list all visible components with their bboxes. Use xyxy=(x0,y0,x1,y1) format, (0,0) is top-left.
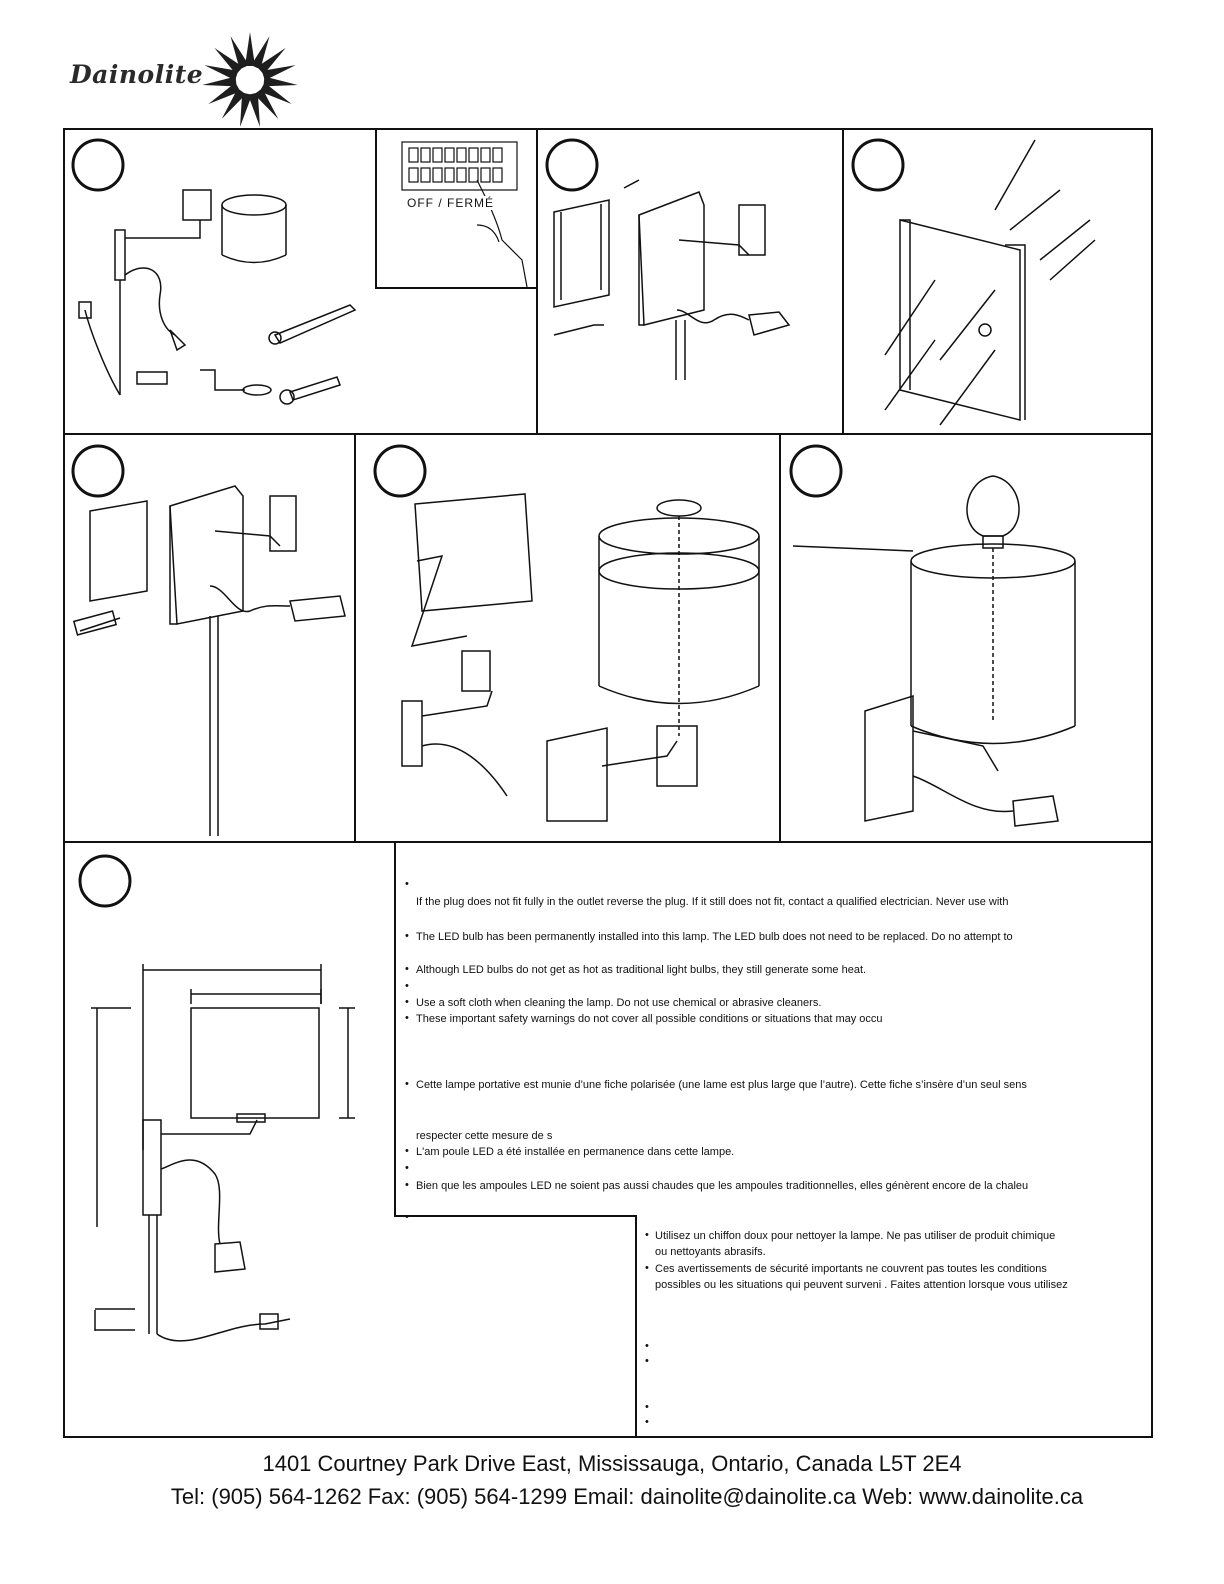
step-4-attach-panel xyxy=(65,436,353,840)
off-label: OFF / FERMÉ xyxy=(407,196,494,210)
bullet-en-2: • xyxy=(405,963,409,975)
bullet-fr-1: • xyxy=(405,1145,409,1157)
warning-en-heat: Although LED bulbs do not get as hot as traditional light bulbs, they still generate some heat. xyxy=(416,964,867,976)
bullet-en-0: • xyxy=(405,878,409,890)
bullet-fr-2: • xyxy=(405,1162,409,1174)
bulb-install-illustration xyxy=(783,436,1151,840)
bullet-fr-7: • xyxy=(645,1340,649,1352)
footer-address: 1401 Courtney Park Drive East, Mississauga, Ontario, Canada L5T 2E4 xyxy=(262,1451,962,1476)
warning-fr-cleaning-cont: ou nettoyants abrasifs. xyxy=(655,1246,766,1258)
bullet-fr-6: • xyxy=(645,1262,649,1274)
warning-en-conditions: These important safety warnings do not cover all possible conditions or situations that may occu xyxy=(416,1013,883,1025)
warning-fr-plug-cont: respecter cette mesure de s xyxy=(416,1130,553,1142)
footer-contact: Tel: (905) 564-1262 Fax: (905) 564-1299 Email: dainolite@dainolite.ca Web: www.dainolite.ca xyxy=(170,1484,1084,1509)
bullet-fr-10: • xyxy=(645,1416,649,1428)
parts-illustration xyxy=(65,130,375,432)
step-7-dimensions-panel xyxy=(65,844,393,1436)
warning-fr-plug: Cette lampe portative est munie d’une fiche polarisée (une lame est plus large que l’autre). Cette fiche s’insère d’un seul sens xyxy=(416,1079,1027,1091)
bullet-fr-8: • xyxy=(645,1355,649,1367)
warning-fr-led: L'am poule LED a été installée en permanence dans cette lampe. xyxy=(416,1146,735,1158)
bullet-fr-5: • xyxy=(645,1229,649,1241)
dimension-diagram xyxy=(65,844,393,1436)
bullet-fr-4: • xyxy=(405,1211,409,1223)
brand-name: Dainolite xyxy=(70,60,204,89)
warning-en-plug: If the plug does not fit fully in the outlet reverse the plug. If it still does not fit, contact a qualified electrician. Never use with xyxy=(416,896,1009,908)
bullet-fr-0: • xyxy=(405,1078,409,1090)
bullet-en-4: • xyxy=(405,996,409,1008)
bullet-fr-3: • xyxy=(405,1179,409,1191)
bullet-fr-9: • xyxy=(645,1401,649,1413)
step-5-shade-panel xyxy=(357,436,779,840)
warning-fr-conditions-cont: possibles ou les situations qui peuvent surveni . Faites attention lorsque vous utilisez xyxy=(655,1279,1068,1291)
starburst-icon xyxy=(198,30,298,130)
warning-fr-cleaning: Utilisez un chiffon doux pour nettoyer la lampe. Ne pas utiliser de produit chimique xyxy=(655,1230,1056,1242)
anchor-illustration xyxy=(845,130,1151,432)
attach-fixture-illustration xyxy=(65,436,353,840)
shade-install-illustration xyxy=(357,436,779,840)
brand-logo xyxy=(70,30,300,130)
warning-en-led: The LED bulb has been permanently installed into this lamp. The LED bulb does not need to be replaced. Do no attempt to xyxy=(416,931,1013,943)
mounting-plate-illustration xyxy=(539,130,841,432)
warning-en-cleaning: Use a soft cloth when cleaning the lamp. Do not use chemical or abrasive cleaners. xyxy=(416,997,822,1009)
step-3-anchor-panel xyxy=(845,130,1151,432)
bullet-en-1: • xyxy=(405,930,409,942)
power-off-panel xyxy=(377,130,536,287)
bullet-en-3: • xyxy=(405,980,409,992)
step-1-parts-panel xyxy=(65,130,375,432)
bullet-en-5: • xyxy=(405,1012,409,1024)
warning-fr-heat: Bien que les ampoules LED ne soient pas aussi chaudes que les ampoules traditionnelles, elles génèrent encore de la chaleu xyxy=(416,1180,1029,1192)
step-2-mounting-panel xyxy=(539,130,841,432)
step-6-bulb-panel xyxy=(783,436,1151,840)
warning-fr-conditions: Ces avertissements de sécurité importants ne couvrent pas toutes les conditions xyxy=(655,1263,1047,1275)
